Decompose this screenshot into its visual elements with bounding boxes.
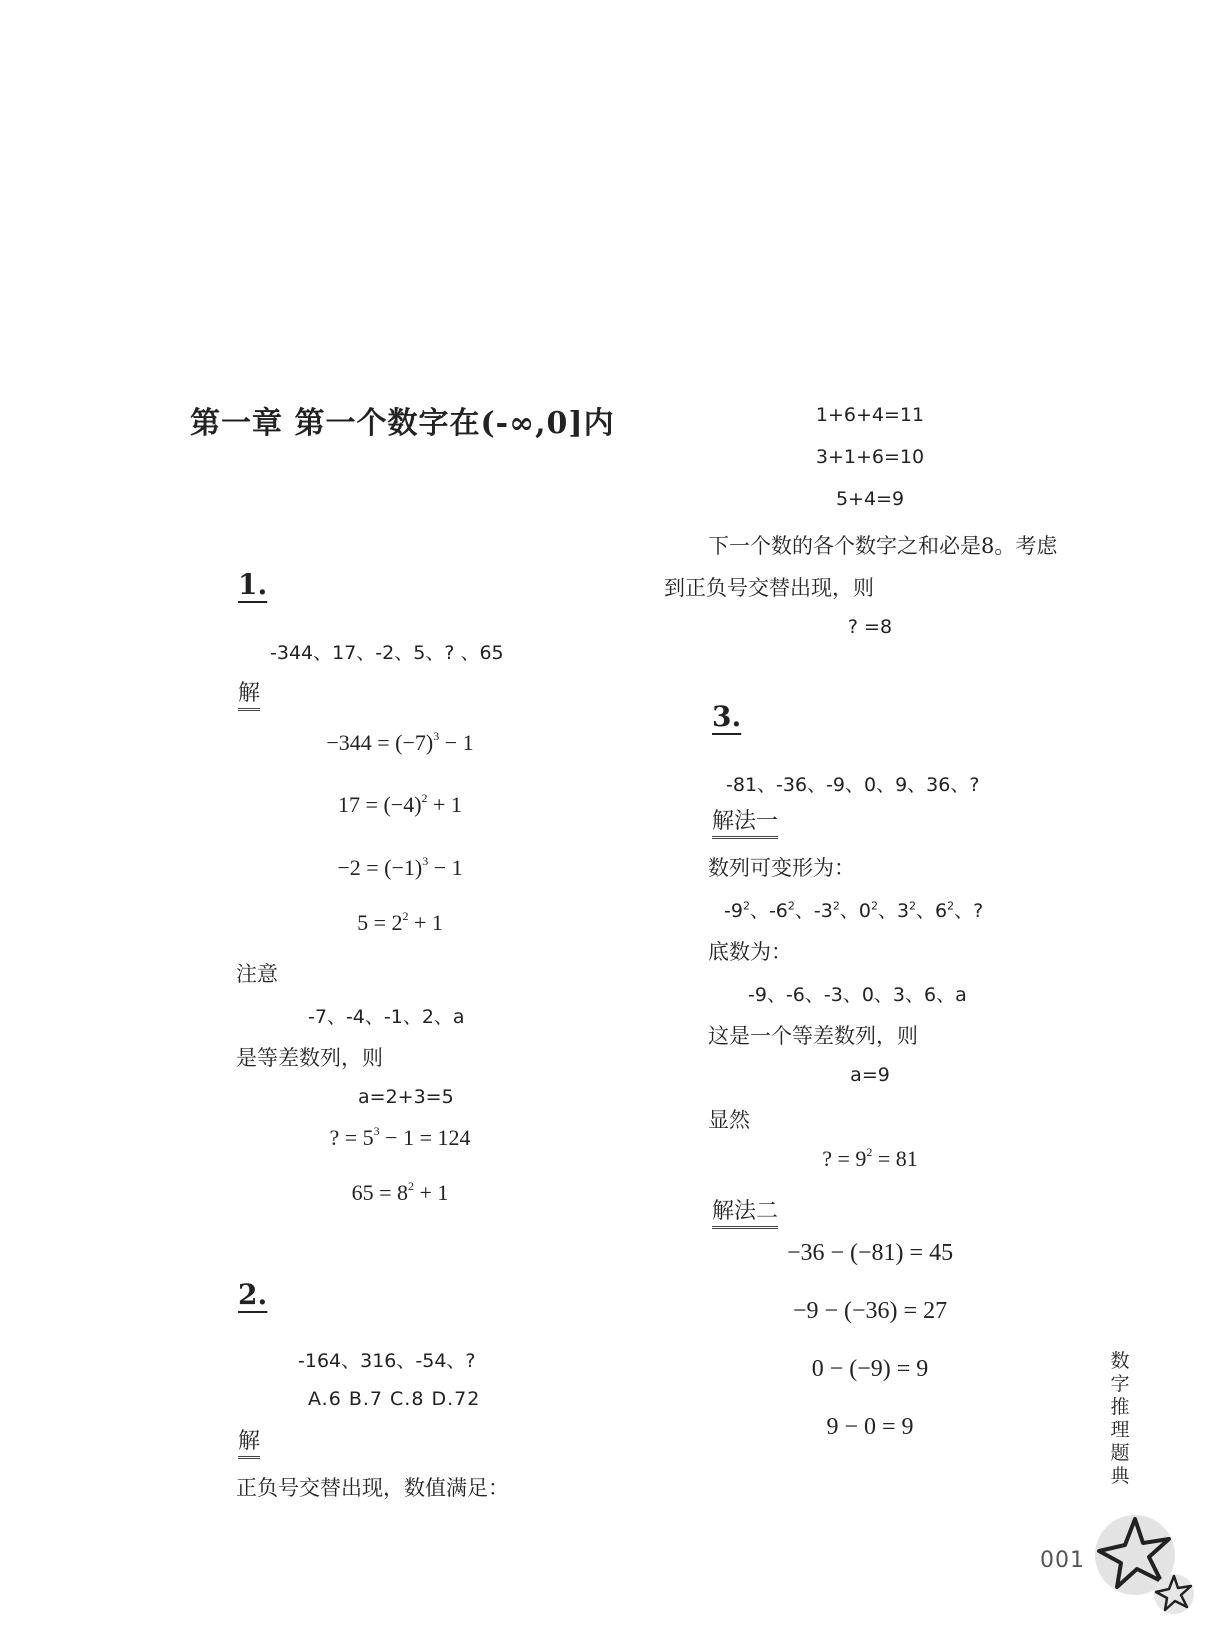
- q2-solution-label: 解: [238, 1428, 260, 1459]
- question-number-2: 2.: [238, 1278, 268, 1311]
- q1-sequence: -344、17、-2、5、? 、65: [270, 642, 504, 664]
- q1-a-value: a=2+3=5: [358, 1086, 454, 1108]
- q1-equation-4: $5 = 2^2 + 1$: [357, 908, 443, 935]
- book-title-vertical: 数 字 推 理 题 典: [1110, 1350, 1130, 1487]
- question-number-3: 3.: [712, 700, 742, 733]
- q3-text-3: 这是一个等差数列，则: [708, 1024, 918, 1048]
- q3-difference-3: 0 − (−9) = 9: [811, 1356, 929, 1382]
- q2-answer: ? =8: [847, 616, 893, 638]
- q3-bases: -9、-6、-3、0、3、6、a: [748, 984, 967, 1006]
- q3-squares: $-9^2$、$-6^2$、$-3^2$、$0^2$、$3^2$、$6^2$、?: [724, 899, 984, 922]
- q1-equation-1: $-344 = (-7)^3 - 1$: [326, 728, 474, 755]
- q3-text-4: 显然: [708, 1108, 750, 1132]
- q2-text-2a: 下一个数的各个数字之和必是8。考虑: [708, 534, 1058, 558]
- q2-sequence: -164、316、-54、?: [298, 1350, 476, 1372]
- q2-text-1: 正负号交替出现，数值满足：: [236, 1476, 509, 1500]
- q2-sum-3: 5+4=9: [835, 488, 905, 510]
- q2-sum-1: 1+6+4=11: [815, 404, 925, 426]
- q3-method-1-label: 解法一: [712, 808, 778, 839]
- q3-answer: ? = $9^2 = 81$: [822, 1144, 918, 1171]
- q1-equation-2: $17 = (-4)^2 + 1$: [338, 790, 462, 817]
- q1-answer: ? = $5^3 - 1 = 124$: [329, 1123, 471, 1150]
- q1-note-label: 注意: [236, 962, 278, 986]
- star-badge-small-icon: [1150, 1570, 1198, 1618]
- page-number: 001: [1040, 1548, 1085, 1573]
- q2-sum-2: 3+1+6=10: [815, 446, 925, 468]
- q3-difference-4: 9 − 0 = 9: [826, 1414, 914, 1440]
- question-number-1: 1.: [238, 568, 268, 601]
- q1-check: $65 = 8^2 + 1$: [351, 1178, 449, 1205]
- q3-difference-1: −36 − (−81) = 45: [786, 1240, 954, 1266]
- q2-text-2b: 到正负号交替出现，则: [664, 576, 874, 600]
- q1-solution-label: 解: [238, 680, 260, 711]
- chapter-title: 第一章 第一个数字在(-∞,0]内: [190, 406, 615, 441]
- q1-arith-text: 是等差数列，则: [236, 1046, 383, 1070]
- q3-difference-2: −9 − (−36) = 27: [792, 1298, 948, 1324]
- q1-bases: -7、-4、-1、2、a: [308, 1006, 465, 1028]
- q3-text-1: 数列可变形为：: [708, 856, 855, 880]
- q1-equation-3: $-2 = (-1)^3 - 1$: [337, 853, 463, 880]
- q3-a-value: a=9: [850, 1064, 890, 1086]
- q2-options: A.6 B.7 C.8 D.72: [308, 1388, 481, 1410]
- q3-text-2: 底数为：: [708, 940, 792, 964]
- q3-method-2-label: 解法二: [712, 1198, 778, 1229]
- q3-sequence: -81、-36、-9、0、9、36、?: [726, 774, 980, 796]
